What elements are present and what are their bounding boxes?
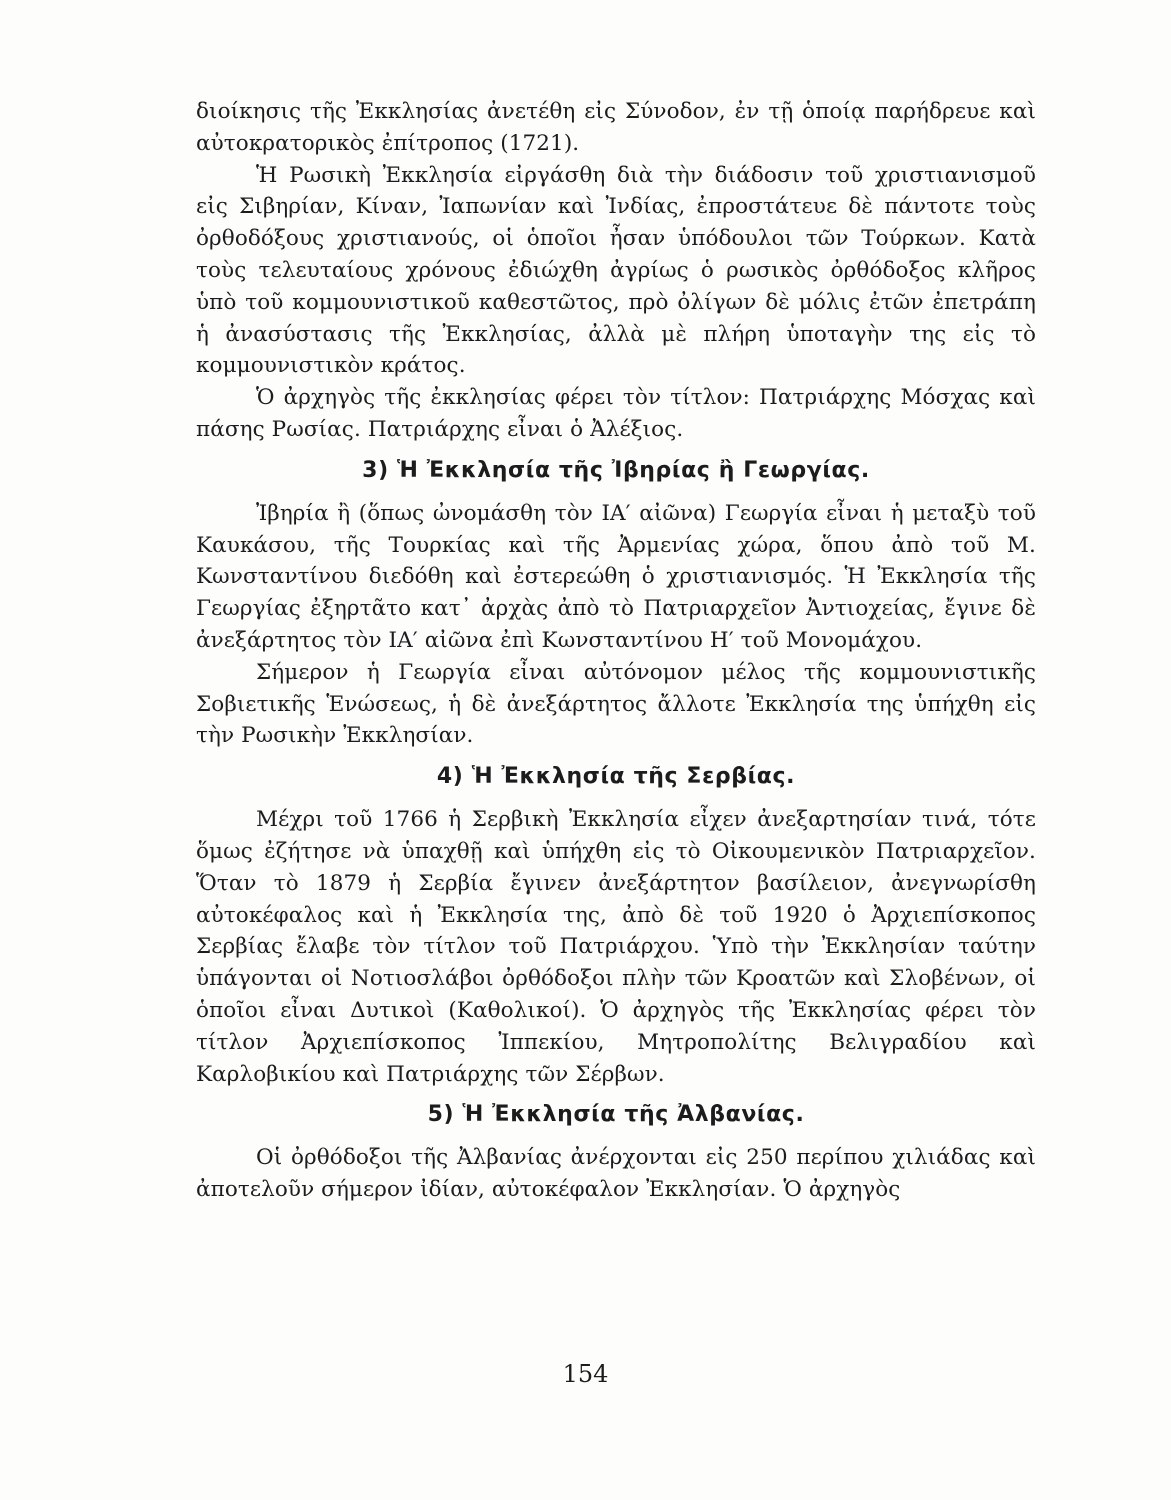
paragraph-georgia-today: Σήμερον ἡ Γεωργία εἶναι αὐτόνομον μέλος τῆς κομμουνιστικῆς Σοβιετικῆς Ἑνώσεως, ἡ δὲ ἀνεξάρτητος ἄλλοτε Ἐκκλησία της ὑπήχθη εἰς τὴν Ρωσικὴν Ἐκκλησίαν. [196, 659, 1036, 749]
paragraph-patriarch-moscow: Ὁ ἀρχηγὸς τῆς ἐκκλησίας φέρει τὸν τίτλον: Πατριάρχης Μόσχας καὶ πάσης Ρωσίας. Πατριάρχης εἶναι ὁ Ἀλέξιος. [196, 385, 1036, 442]
section-heading-albania: 5) Ἡ Ἐκκλησία τῆς Ἀλβανίας. [427, 1102, 805, 1128]
section-heading-serbia: 4) Ἡ Ἐκκλησία τῆς Σερβίας. [436, 764, 796, 790]
section-heading-georgia: 3) Ἡ Ἐκκλησία τῆς Ἰβηρίας ἢ Γεωργίας. [362, 457, 870, 483]
page-body [196, 96, 1036, 1206]
page-number: 154 [562, 1360, 609, 1388]
paragraph-russian-church: Ἡ Ρωσικὴ Ἐκκλησία εἰργάσθη διὰ τὴν διάδοσιν τοῦ χριστιανισμοῦ εἰς Σιβηρίαν, Κίναν, Ἰαπωνίαν καὶ Ἰνδίας, ἐπροστάτευε δὲ πάντοτε τοὺς ὀρθοδόξους χριστιανούς, οἱ ὁποῖοι ἦσαν ὑπόδουλοι τῶν Τούρκων. Κατὰ τοὺς τελευταίους χρόνους ἐδιώχθη ἀγρίως ὁ ρωσικὸς ὀρθόδοξος κλῆρος ὑπὸ τοῦ κομμουνιστικοῦ καθεστῶτος, πρὸ ὀλίγων δὲ μόλις ἐτῶν ἐπετράπη ἡ ἀνασύστασις τῆς Ἐκκλησίας, ἀλλὰ μὲ πλήρη ὑποταγὴν της εἰς τὸ κομμουνιστικὸν κράτος. [196, 162, 1036, 379]
paragraph-synod: διοίκησις τῆς Ἐκκλησίας ἀνετέθη εἰς Σύνοδον, ἐν τῇ ὁποίᾳ παρήδρευε καὶ αὐτοκρατορικὸς ἐπίτροπος (1721). [196, 99, 1036, 156]
paragraph-albania: Οἱ ὀρθόδοξοι τῆς Ἀλβανίας ἀνέρχονται εἰς 250 περίπου χιλιάδας καὶ ἀποτελοῦν σήμερον ἰδίαν, αὐτοκέφαλον Ἐκκλησίαν. Ὁ ἀρχηγὸς [196, 1145, 1036, 1203]
paragraph-iberia: Ἰβηρία ἢ (ὅπως ὠνομάσθη τὸν ΙΑ′ αἰῶνα) Γεωργία εἶναι ἡ μεταξὺ τοῦ Καυκάσου, τῆς Τουρκίας καὶ τῆς Ἀρμενίας χώρα, ὅπου ἀπὸ τοῦ Μ. Κωνσταντίνου διεδόθη καὶ ἐστερεώθη ὁ χριστιανισμός. Ἡ Ἐκκλησία τῆς Γεωργίας ἐξηρτᾶτο κατ᾽ ἀρχὰς ἀπὸ τὸ Πατριαρχεῖον Ἀντιοχείας, ἔγινε δὲ ἀνεξάρτητος τὸν ΙΑ′ αἰῶνα ἐπὶ Κωνσταντίνου Η′ τοῦ Μονομάχου. [196, 500, 1036, 653]
paragraph-serbia: Μέχρι τοῦ 1766 ἡ Σερβικὴ Ἐκκλησία εἶχεν ἀνεξαρτησίαν τινά, τότε ὅμως ἐζήτησε νὰ ὑπαχθῇ καὶ ὑπήχθη εἰς τὸ Οἰκουμενικὸν Πατριαρχεῖον. Ὅταν τὸ 1879 ἡ Σερβία ἔγινεν ἀνεξάρτητον βασίλειον, ἀνεγνωρίσθη αὐτοκέφαλος καὶ ἡ Ἐκκλησία της, ἀπὸ δὲ τοῦ 1920 ὁ Ἀρχιεπίσκοπος Σερβίας ἔλαβε τὸν τίτλον τοῦ Πατριάρχου. Ὑπὸ τὴν Ἐκκλησίαν ταύτην ὑπάγονται οἱ Νοτιοσλάβοι ὀρθόδοξοι πλὴν τῶν Κροατῶν καὶ Σλοβένων, οἱ ὁποῖοι εἶναι Δυτικοὶ (Καθολικοί). Ὁ ἀρχηγὸς τῆς Ἐκκλησίας φέρει τὸν τίτλον Ἀρχιεπίσκοπος Ἰππεκίου, Μητροπολίτης Βελιγραδίου καὶ Καρλοβικίου καὶ Πατριάρχης τῶν Σέρβων. [196, 807, 1036, 1087]
